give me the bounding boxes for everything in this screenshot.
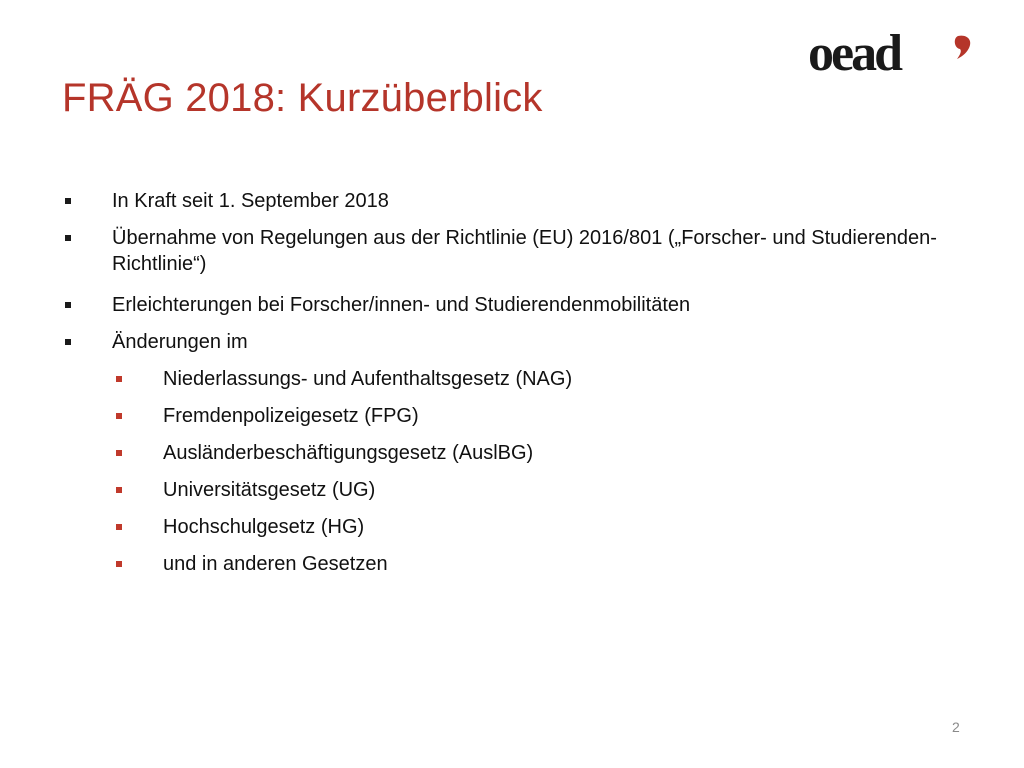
sub-bullet-item bbox=[163, 514, 943, 540]
square-bullet-icon bbox=[65, 339, 71, 345]
square-sub-bullet-icon bbox=[116, 413, 122, 419]
sub-bullet-text: Universitätsgesetz (UG) bbox=[163, 479, 376, 501]
sub-bullet-text: Niederlassungs- und Aufenthaltsgesetz (NAG) bbox=[163, 368, 573, 390]
bullet-item bbox=[112, 188, 942, 214]
square-sub-bullet-icon bbox=[116, 561, 122, 567]
bullet-item bbox=[112, 292, 942, 318]
sub-bullet-item bbox=[163, 366, 943, 392]
sub-bullet-text: Ausländerbeschäftigungsgesetz (AuslBG) bbox=[163, 442, 534, 464]
page-number: 2 bbox=[952, 719, 960, 735]
square-bullet-icon bbox=[65, 235, 71, 241]
sub-bullet-text: Fremdenpolizeigesetz (FPG) bbox=[163, 405, 419, 427]
bullet-text: Änderungen im bbox=[112, 331, 248, 353]
sub-bullet-item bbox=[163, 551, 943, 577]
sub-bullet-text: und in anderen Gesetzen bbox=[163, 553, 388, 575]
sub-bullet-text: Hochschulgesetz (HG) bbox=[163, 516, 365, 538]
square-sub-bullet-icon bbox=[116, 487, 122, 493]
bullet-item bbox=[112, 225, 942, 277]
slide-title: FRÄG 2018: Kurzüberblick bbox=[62, 76, 543, 120]
bullet-text: Übernahme von Regelungen aus der Richtlinie (EU) 2016/801 („Forscher- und Studierenden-Richtlinie“) bbox=[112, 227, 937, 275]
square-bullet-icon bbox=[65, 302, 71, 308]
square-bullet-icon bbox=[65, 198, 71, 204]
bullet-text: Erleichterungen bei Forscher/innen- und Studierendenmobilitäten bbox=[112, 294, 691, 316]
sub-bullet-item bbox=[163, 440, 943, 466]
sub-bullet-item bbox=[163, 477, 943, 503]
bullet-text: In Kraft seit 1. September 2018 bbox=[112, 190, 389, 212]
bullet-item bbox=[112, 329, 942, 355]
square-sub-bullet-icon bbox=[116, 376, 122, 382]
square-sub-bullet-icon bbox=[116, 524, 122, 530]
sub-bullet-item bbox=[163, 403, 943, 429]
logo-wordmark: oead bbox=[808, 30, 900, 80]
square-sub-bullet-icon bbox=[116, 450, 122, 456]
